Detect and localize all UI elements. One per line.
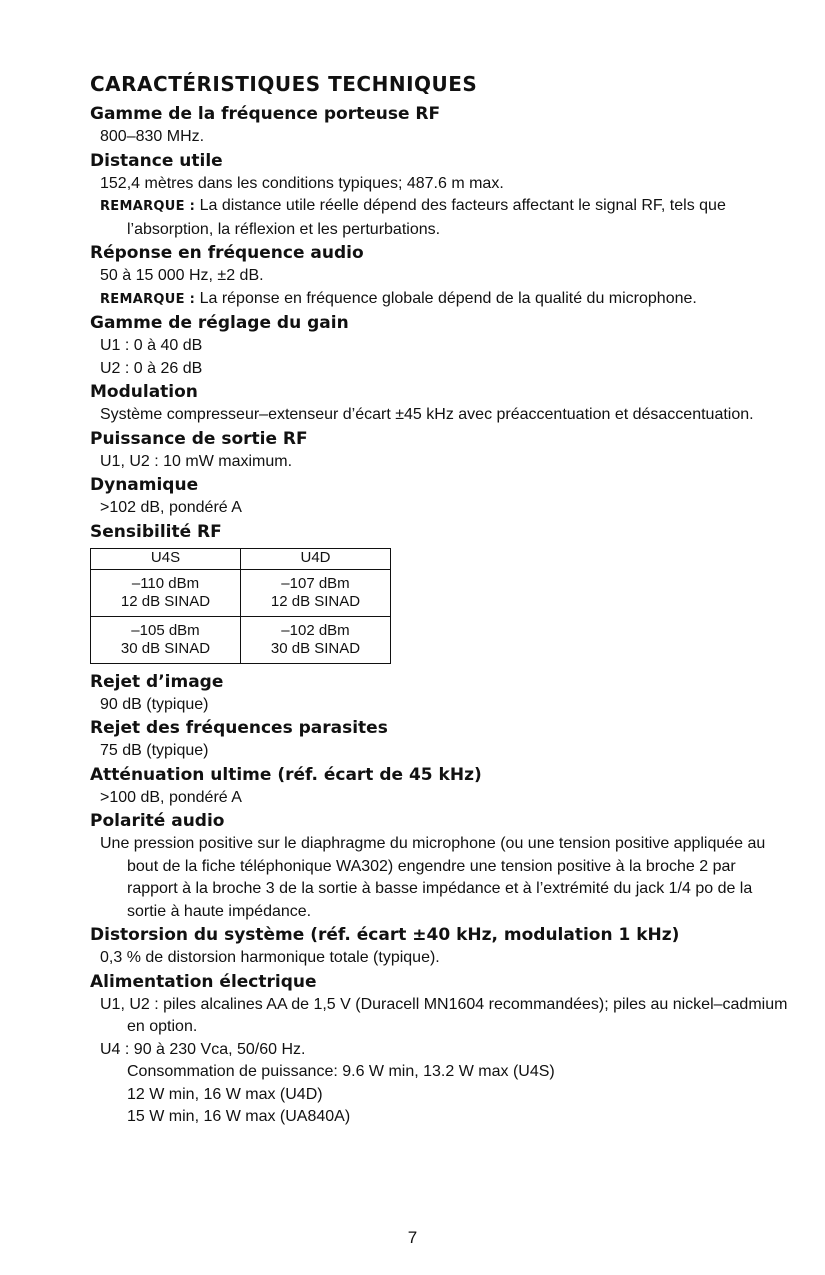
spec-system-distortion — [90, 923, 790, 970]
cell-line: –110 dBm — [131, 574, 200, 592]
spec-value: 800–830 MHz. — [100, 128, 205, 145]
spec-page — [90, 70, 790, 1129]
spec-value: >100 dB, pondéré A — [100, 788, 242, 806]
spec-value: 0,3 % de distorsion harmonique totale (typique). — [100, 949, 440, 966]
table-row — [91, 616, 391, 663]
note-text: La distance utile réelle dépend des facteurs affectant le signal RF, tels que l’absorption, la réflexion et les perturbations. — [127, 197, 726, 238]
spec-value: U1, U2 : 10 mW maximum. — [100, 452, 293, 470]
spec-image-rejection — [90, 670, 790, 717]
cell-line: –102 dBm — [281, 621, 350, 639]
note-text: La réponse en fréquence globale dépend de la qualité du microphone. — [199, 289, 697, 307]
section-heading: Dynamique — [90, 475, 199, 495]
section-heading: Rejet des fréquences parasites — [90, 718, 388, 738]
table-header-row — [91, 548, 391, 569]
spec-subvalue: Consommation de puissance: 9.6 W min, 13.2 W max (U4S) — [127, 1063, 555, 1080]
table-cell — [91, 616, 241, 663]
page-number: 7 — [407, 1228, 418, 1247]
section-heading: Réponse en fréquence audio — [90, 243, 364, 263]
spec-spurious-rejection — [90, 716, 790, 763]
spec-value: 90 dB (typique) — [100, 695, 209, 713]
section-heading: Distance utile — [90, 150, 223, 171]
spec-value: 50 à 15 000 Hz, ±2 dB. — [100, 267, 264, 284]
spec-audio-frequency-response — [90, 241, 790, 311]
spec-note — [90, 288, 790, 312]
section-heading: Rejet d’image — [90, 671, 224, 692]
spec-power-supply — [90, 970, 790, 1129]
spec-note — [90, 195, 790, 241]
spec-value: U2 : 0 à 26 dB — [100, 359, 203, 377]
cell-line: –107 dBm — [281, 574, 350, 592]
page-title: CARACTÉRISTIQUES TECHNIQUES — [90, 72, 478, 96]
spec-value: 152,4 mètres dans les conditions typiques; 487.6 m max. — [100, 174, 504, 192]
cell-line: –105 dBm — [131, 621, 200, 639]
spec-value: 75 dB (typique) — [100, 742, 209, 759]
spec-rf-sensitivity — [90, 520, 790, 664]
table-cell — [91, 569, 241, 616]
section-heading: Puissance de sortie RF — [90, 428, 308, 449]
cell-line: 30 dB SINAD — [120, 639, 211, 657]
table-cell — [241, 569, 391, 616]
spec-working-range — [90, 149, 790, 242]
cell-line: 30 dB SINAD — [270, 639, 361, 657]
column-header: U4S — [91, 548, 241, 569]
spec-value: U1 : 0 à 40 dB — [100, 337, 203, 354]
table-row — [91, 569, 391, 616]
section-heading: Alimentation électrique — [90, 971, 317, 992]
spec-gain-range — [90, 311, 790, 380]
spec-value: Système compresseur–extenseur d’écart ±45 kHz avec préaccentuation et désaccentuation. — [100, 406, 754, 423]
section-heading: Gamme de la fréquence porteuse RF — [90, 104, 441, 124]
spec-ultimate-quieting — [90, 763, 790, 810]
section-heading: Sensibilité RF — [90, 521, 222, 542]
note-label: REMARQUE : — [100, 199, 196, 214]
spec-value: U1, U2 : piles alcalines AA de 1,5 V (Duracell MN1604 recommandées); piles au nickel–cadmium en option. — [100, 995, 788, 1035]
spec-value: Une pression positive sur le diaphragme du microphone (ou une tension positive appliquée au bout de la fiche téléphonique WA302) engendre une tension positive à la broche 2 par rapport à la broche 3 de la sortie à basse impédance et à l’extrémité du jack 1/4 po de la sortie à haute impédance. — [100, 835, 766, 920]
table-cell — [241, 616, 391, 663]
section-heading: Gamme de réglage du gain — [90, 313, 349, 333]
spec-audio-polarity — [90, 809, 790, 923]
section-heading: Modulation — [90, 382, 198, 402]
spec-rf-carrier-range — [90, 102, 790, 149]
spec-subvalue: 15 W min, 16 W max (UA840A) — [127, 1108, 351, 1125]
section-heading: Polarité audio — [90, 811, 225, 831]
rf-sensitivity-table — [90, 548, 391, 664]
spec-modulation — [90, 380, 790, 427]
column-header: U4D — [241, 548, 391, 569]
cell-line: 12 dB SINAD — [270, 592, 361, 610]
section-heading: Distorsion du système (réf. écart ±40 kHz, modulation 1 kHz) — [90, 925, 680, 945]
section-heading: Atténuation ultime (réf. écart de 45 kHz) — [90, 764, 482, 785]
spec-value: >102 dB, pondéré A — [100, 499, 242, 516]
spec-value: U4 : 90 à 230 Vca, 50/60 Hz. — [100, 1040, 306, 1058]
spec-rf-output-power — [90, 427, 790, 474]
spec-subvalue: 12 W min, 16 W max (U4D) — [127, 1085, 323, 1103]
note-label: REMARQUE : — [100, 291, 196, 307]
cell-line: 12 dB SINAD — [120, 592, 211, 610]
spec-dynamic-range — [90, 473, 790, 520]
